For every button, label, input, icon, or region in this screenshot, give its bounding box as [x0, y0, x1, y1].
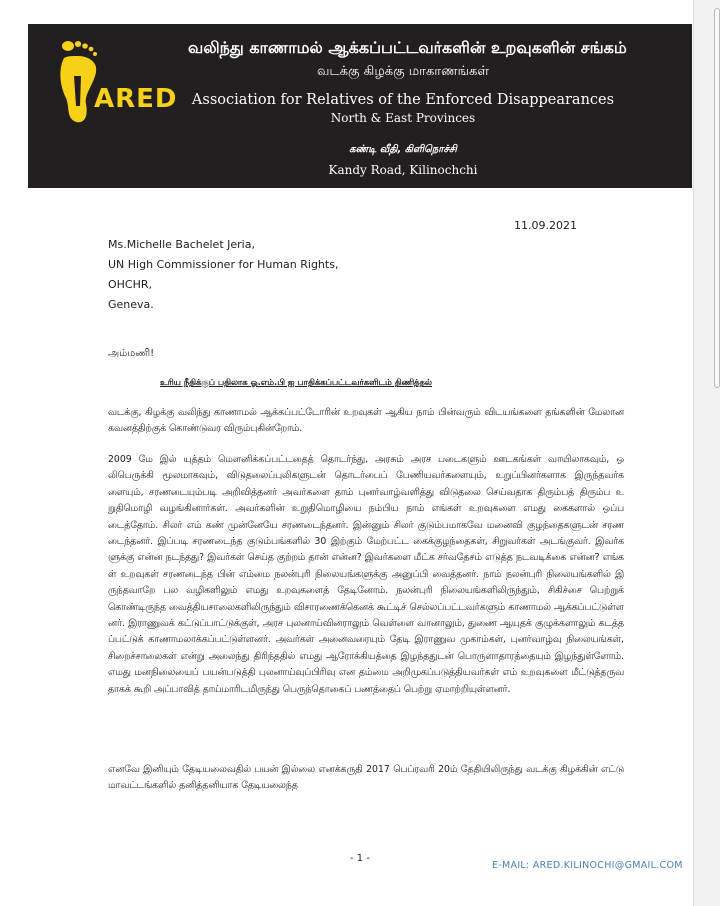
recipient-line: UN High Commissioner for Human Rights, [108, 258, 339, 271]
address-english: Kandy Road, Kilinochchi [328, 163, 478, 177]
paragraph: 2009 மே இல் யுத்தம் மௌனிக்கப்பட்டதைத் தொடர்ந்து, அரசும் அரச படைகளும் ஊடகங்கள் வாயிலாகவும், ஒலிபெருக்கி மூலமாகவும், விடுதலைப்புலிகளுடன் தொடர்பைப் பேணியவர்களையும், உறுப்பினர்களாக இருந்தவர்களையும், சரணடையும்படி அறிவித்தனர் அவர்களை தாம் புனர்வாழ்வளித்து விடுதலை செய்வதாக திரும்பத் திரும்ப உறுதிமொழி வழங்கினார்கள். அவர்களின் உறுதிமொழியை நம்பிய நாம் எங்கள் உறவுகளை எமது கைகளால் ஒப்படைத்தோம். சிலர் எம் கண் முன்னேயே சரணடைந்தனர். இன்னும் சிலர் குடும்பமாகவே மனைவி குழந்தைகளுடன் சரணடைந்தனர். இப்படி சரணடைந்த குடும்பங்களில் 30 இற்கும் மேற்பட்ட கைக்குழந்தைகள், சிறுவர்கள் அடங்குவர். இவர்களுக்கு என்ன நடந்தது? இவர்கள் செய்த குற்றம் தான் என்ன? இவர்களை மீட்க சர்வதேசம் எடுத்த நடவடிக்கை என்ன? எங்கள் உறவுகள் சரணடைந்த பின் எம்மை நலன்புரி நிலையங்களுக்கு அனுப்பி வைத்தனர். நாம் நலன்புரி நிலையங்களில் இருந்தவாறே பல வழிகளிலும் எமது உறவுகளைத் தேடினோம். நலன்புரி நிலையங்களிலிருந்தும், சிகிச்சை பெற்றுக் கொண்டிருந்த வைத்தியசாலைகளிலிருந்தும் விசாரணைக்கெனக் கூட்டிச் செல்லப்பட்டவர்களும் காணாமல் ஆக்கப்பட்டுள்ளனர். இராணுவக் கட்டுப்பாட்டுக்குள், அரச புலனாய்வினராலும் வெள்ளை வானாலும், துணை ஆயுதக் குழுக்களாலும் கடத்தப்பட்டுக் காணாமலாக்கப்பட்டுள்ளனர். அவர்கள் அனைவரையும் தேடி இராணுவ முகாம்கள், புனர்வாழ்வு நிலையங்கள், சிறைச்சாலைகள் என்று அலைந்து திரிந்ததில் எமது ஆரோக்கியத்தை இழந்ததுடன் பொருளாதாரத்தையும் இழந்துள்ளோம். எமது மனநிலையைப் பயன்படுத்தி புலனாய்வுப்பிரிவு என தம்மை அறிமுகப்படுத்தியவர்கள் எம் உறவுகளை மீட்டுத்தருவதாகக் கூறி அப்பாவித் தாய்மாரிடமிருந்து பெருந்தொகைப் பணத்தைப் பெற்று ஏமாற்றியுள்ளனர். [108, 454, 624, 695]
recipient-line: Ms.Michelle Bachelet Jeria, [108, 238, 255, 251]
letter-date: 11.09.2021 [514, 219, 577, 232]
paragraph: எனவே இனியும் தேடியலைவதில் பயன் இல்லை எனக்கருதி 2017 பெப்ரவரி 20ம் தேதியிலிருந்து வடக்கு கிழக்கின் எட்டு மாவட்டங்களில் தனித்தனியாக தேடியலைந்த [108, 764, 624, 792]
logo-text: ARED [94, 84, 178, 114]
ared-logo [54, 36, 184, 126]
scrollbar-thumb[interactable] [714, 8, 720, 388]
footer-email: E-MAIL: ARED.KILINOCHI@GMAIL.COM [492, 860, 683, 871]
letter-subject: உரிய நீதிக்குப் பதிலாக ஓ.எம்.பி ஐ பாதிக்கப்பட்டவர்களிடம் திணித்தல் [160, 377, 432, 387]
region-english: North & East Provinces [330, 111, 476, 125]
org-name-english: Association for Relatives of the Enforced Disappearances [191, 92, 615, 108]
salutation: அம்மணி! [108, 348, 155, 359]
recipient-line: Geneva. [108, 298, 154, 311]
region-tamil: வடக்கு கிழக்கு மாகாணங்கள் [316, 64, 490, 79]
address-tamil: கண்டி வீதி, கிளிநொச்சி [349, 144, 457, 155]
letterhead [28, 24, 692, 188]
org-name-tamil: வலிந்து காணாமல் ஆக்கப்பட்டவர்களின் உறவுகளின் சங்கம் [188, 38, 627, 57]
page-number: - 1 - [350, 853, 370, 864]
recipient-line: OHCHR, [108, 278, 153, 291]
paragraph: வடக்கு, கிழக்கு வலிந்து காணாமல் ஆக்கப்பட்டோரின் உறவுகள் ஆகிய நாம் பின்வரும் விடயங்களை தங்களின் மேலான கவனத்திற்குக் கொண்டுவர விரும்புகின்றோம். [108, 407, 624, 435]
